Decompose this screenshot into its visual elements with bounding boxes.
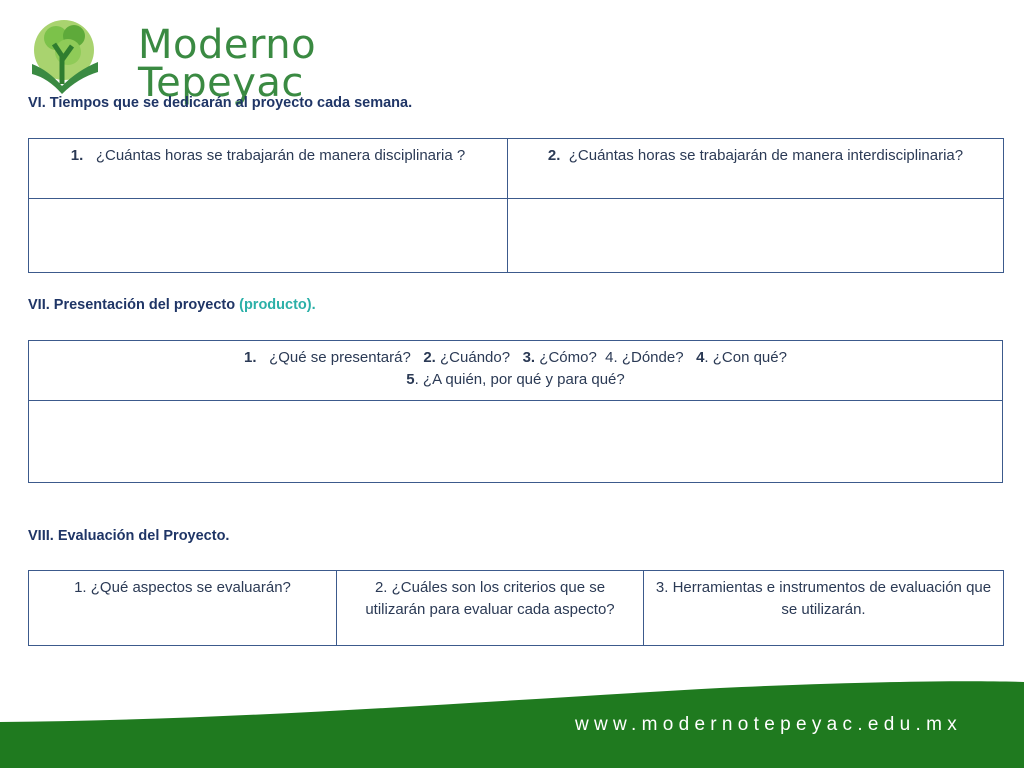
section-6-title: VI. Tiempos que se dedicarán al proyecto cada semana. <box>28 95 413 111</box>
section-7-title-main: VII. Presentación del proyecto <box>28 297 240 313</box>
footer-url[interactable]: www.modernotepeyac.edu.mx <box>574 714 962 735</box>
q-number: 5 <box>406 371 415 388</box>
brand-name <box>138 22 317 106</box>
section-7-title-accent: (producto). <box>239 297 316 313</box>
section-8-column-1: 1. ¿Qué aspectos se evaluarán? <box>29 571 337 646</box>
section-7-title <box>28 297 316 313</box>
tree-logo-icon <box>28 14 108 94</box>
section-6-answer-2[interactable] <box>508 199 1004 273</box>
section-7-answer[interactable] <box>29 401 1003 483</box>
section-6-question-1 <box>29 139 508 199</box>
section-8-table <box>28 570 1004 646</box>
q-text: . ¿A quién, por qué y para qué? <box>414 371 625 388</box>
section-8-column-3: 3. Herramientas e instrumentos de evaluación que se utilizarán. <box>644 571 1004 646</box>
q-text: ¿Cuántas horas se trabajarán de manera disciplinaria ? <box>95 147 466 164</box>
section-7-questions <box>29 341 1003 401</box>
q-text: ¿Cómo? <box>539 349 597 366</box>
q-text: 4. ¿Dónde? <box>605 349 684 366</box>
q-number: 2. <box>423 349 436 366</box>
q-text: ¿Cuándo? <box>440 349 511 366</box>
section-6-answer-1[interactable] <box>29 199 508 273</box>
section-6-question-2 <box>508 139 1004 199</box>
brand-line-2: Tepeyac <box>138 60 304 106</box>
q-number: 1. <box>70 147 84 164</box>
q-number: 1. <box>244 349 257 366</box>
section-7-table <box>28 340 1003 483</box>
section-6-table <box>28 138 1004 273</box>
section-8-column-2: 2. ¿Cuáles son los criterios que se utilizarán para evaluar cada aspecto? <box>337 571 644 646</box>
q-number: 3. <box>522 349 536 366</box>
section-8-title: VIII. Evaluación del Proyecto. <box>28 528 230 544</box>
q-number: 2. <box>547 147 561 164</box>
brand-line-1: Moderno <box>138 22 317 68</box>
q-text: . ¿Con qué? <box>704 349 787 366</box>
q-text: ¿Qué se presentará? <box>269 349 411 366</box>
q-text: ¿Cuántas horas se trabajarán de manera interdisciplinaria? <box>568 147 964 164</box>
q-number: 4 <box>696 349 705 366</box>
